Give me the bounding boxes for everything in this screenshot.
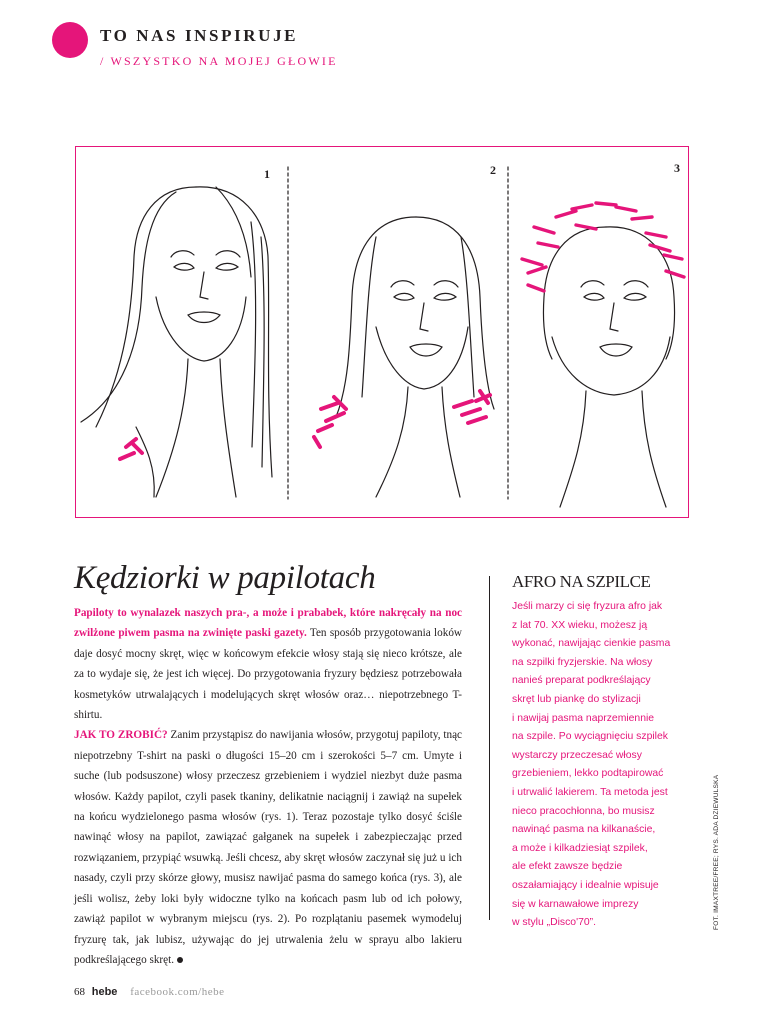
sidebar-line: skręt lub piankę do stylizacji (512, 693, 641, 705)
sidebar-text (512, 598, 712, 933)
brand-logo: hebe (91, 986, 118, 998)
illustration-frame (75, 146, 689, 518)
face-2-drawing (336, 217, 494, 497)
article-paragraph-1 (74, 603, 462, 725)
face-1-drawing (81, 187, 272, 497)
sidebar-line: wystarczy przeczesać włosy (512, 749, 642, 761)
sidebar-line: Jeśli marzy ci się fryzura afro jak (512, 601, 663, 612)
article-lead: Papiloty to wynalazek naszych pra-, a może i prababek, które nakręcały na noc zwilżone piwem pasma na zwinięte paski gazety. (74, 607, 462, 640)
section-subtitle: / WSZYSTKO NA MOJEJ GŁOWIE (100, 54, 338, 68)
sidebar-line: w stylu „Disco'70”. (512, 917, 596, 929)
article-paragraph-2 (74, 725, 462, 970)
sidebar-line: wykonać, nawijając cienkie pasma (512, 638, 671, 650)
hair-illustrations (76, 147, 688, 517)
figure-number-1: 1 (264, 167, 270, 181)
sidebar-line: i nawijaj pasma naprzemiennie (512, 712, 655, 724)
howto-text: Zanim przystąpisz do nawijania włosów, przygotuj papiloty, tnąc niepotrzebny T-shirt na paski o długości 15–20 cm i szerokości 5–7 cm. Umyte i suche (lub podsuszone) włosy przeczesz grzebieniem i wydziel niezbyt duże pasma włosów. Każdy papilot, czyli pasek tkaniny, delikatnie naciągnij i zawiąż na supełek na końcu wydzielonego pasma włosów (rys. 1). Teraz pozostaje tylko dosyć ściśle nawinąć włosy na papilot, zawiązać gałganek na supełek i zabezpieczając przed rozwiązaniem, przypiąć wsuwką. Jeśli chcesz, aby skręt włosów zaczynał się już u ich nasady, czyli przy skórze głowy, musisz nawijać pasma do samego końca (rys. 3), ale jeśli wolisz, żeby loki były widoczne tylko na końcach pasm lub od ich połowy, zawiąż papilot w wybranym miejscu (rys. 2). Po rozplątaniu pasemek wymodeluj fryzurę tak, jak lubisz, używając do jej utrwalenia żelu w sprayu albo lakieru podkreślającego skręt. (74, 729, 463, 966)
article-headline: Kędziorki w papilotach (74, 560, 376, 596)
sidebar-line: i utrwalić lakierem. Ta metoda jest (512, 786, 668, 798)
photo-credit: FOT. IMAXTREE/FREE; RYS. ADA DZIEWULSKA (713, 774, 720, 930)
section-dot (52, 22, 88, 58)
figure-number-2: 2 (490, 163, 496, 177)
facebook-link[interactable]: facebook.com/hebe (130, 986, 225, 998)
sidebar-title: AFRO NA SZPILCE (512, 572, 651, 591)
sidebar-line: z lat 70. XX wieku, możesz ją (512, 619, 648, 631)
sidebar-line: na szpile. Po wyciągnięciu szpilek (512, 731, 668, 743)
face-3-drawing (543, 227, 674, 507)
sidebar-line: oszałamiający i idealnie wpisuje (512, 879, 659, 891)
sidebar-line: na szpilki fryzjerskie. Na włosy (512, 656, 653, 668)
sidebar-line: a może i kilkadziesiąt szpilek, (512, 842, 648, 854)
figure-number-3: 3 (674, 161, 680, 175)
sidebar-line: ale efekt zawsze będzie (512, 861, 623, 873)
curlers-2 (314, 391, 490, 447)
sidebar-rule (489, 576, 490, 920)
sidebar-line: nieco pracochłonna, bo musisz (512, 805, 655, 817)
article-intro: Ten sposób przygotowania loków daje dosyć mocny skręt, więc w końcowym efekcie włosy stają się nieco krótsze, ale za to wydaje się, że jest ich więcej. Do przygotowania fryzury będziesz potrzebowała kosmetyków utrwalających i modelujących skręt włosów oraz… niepotrzebnego T-shirtu. (74, 627, 462, 722)
sidebar-line: nanieś preparat podkreślający (512, 675, 651, 687)
end-mark (177, 957, 183, 963)
page-footer (74, 986, 225, 998)
howto-label: JAK TO ZROBIĆ? (74, 729, 168, 742)
page-number: 68 (74, 986, 85, 998)
section-title: TO NAS INSPIRUJE (100, 26, 299, 45)
sidebar-line: nawinąć pasma na kilkanaście, (512, 824, 656, 836)
sidebar-line: się w karnawałowe imprezy (512, 898, 639, 910)
article-body (74, 603, 462, 970)
sidebar-line: grzebieniem, lekko podtapirować (512, 768, 664, 780)
curler-1 (120, 439, 142, 459)
